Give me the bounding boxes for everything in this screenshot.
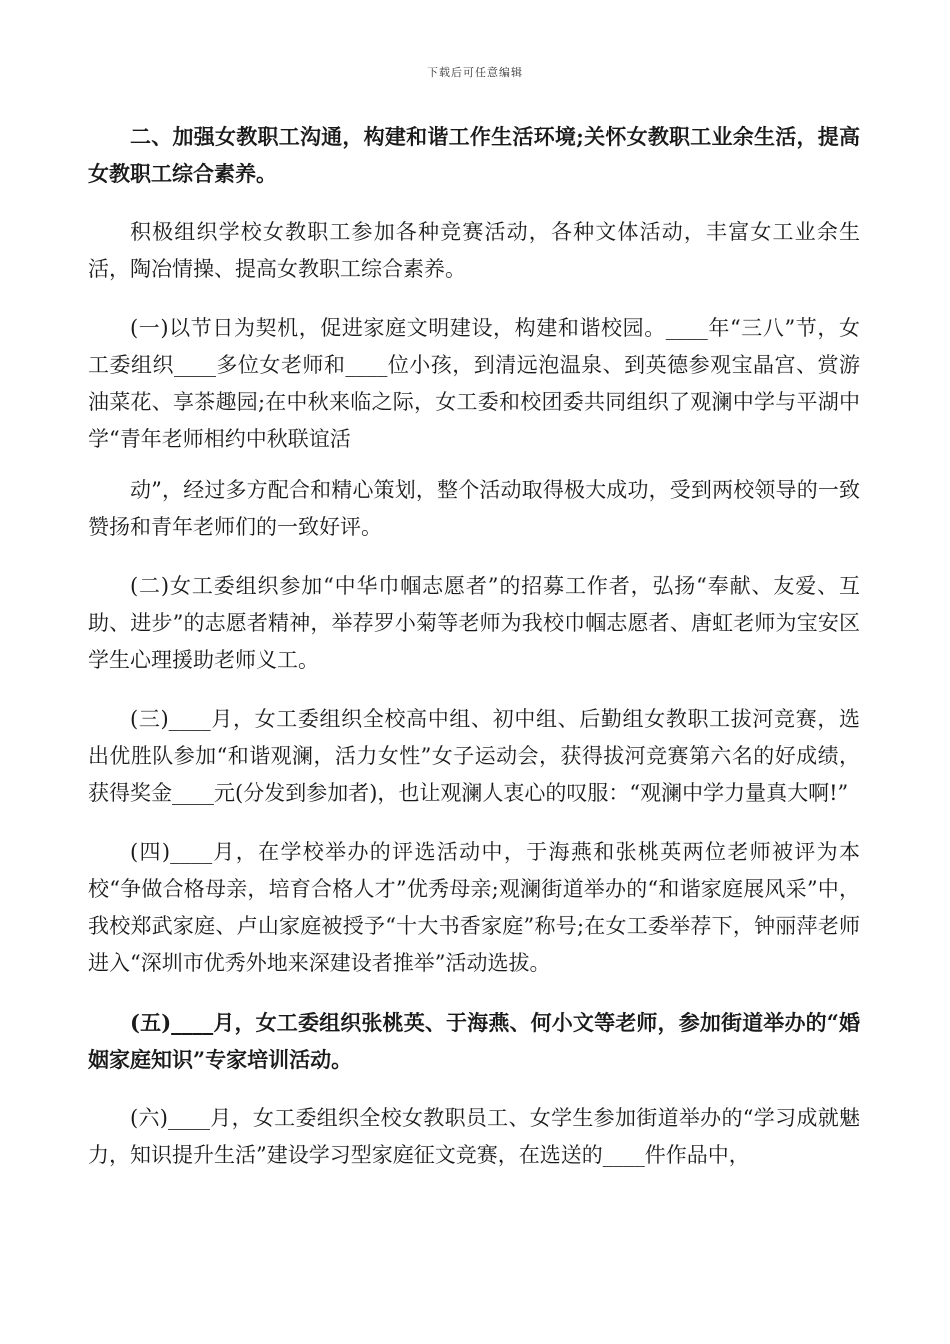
page-header-watermark: 下载后可任意编辑 bbox=[427, 66, 523, 79]
item-3-paragraph: (三)____月，女工委组织全校高中组、初中组、后勤组女教职工拔河竞赛，选出优胜队参加“和谐观澜，活力女性”女子运动会，获得拔河竞赛第六名的好成绩，获得奖金____元(分发到参加者)，也让观澜人衷心的叹服：“观澜中学力量真大啊!” bbox=[88, 707, 860, 805]
item-2-paragraph: (二)女工委组织参加“中华巾帼志愿者”的招募工作者，弘扬“奉献、友爱、互助、进步”的志愿者精神，举荐罗小菊等老师为我校巾帼志愿者、唐虹老师为宝安区学生心理援助老师义工。 bbox=[88, 574, 860, 672]
section-heading: 二、加强女教职工沟通，构建和谐工作生活环境;关怀女教职工业余生活，提高女教职工综合素养。 bbox=[88, 124, 860, 186]
item-1-paragraph: (一)以节日为契机，促进家庭文明建设，构建和谐校园。____年“三八”节，女工委组织____多位女老师和____位小孩，到清远泡温泉、到英德参观宝晶宫、赏游油菜花、享茶趣园;在中秋来临之际，女工委和校团委共同组织了观澜中学与平湖中学“青年老师相约中秋联谊活 bbox=[88, 316, 860, 451]
item-4-paragraph: (四)____月，在学校举办的评选活动中，于海燕和张桃英两位老师被评为本校“争做合格母亲，培育合格人才”优秀母亲;观澜街道举办的“和谐家庭展风采”中，我校郑武家庭、卢山家庭被授予“十大书香家庭”称号;在女工委举荐下，钟丽萍老师进入“深圳市优秀外地来深建设者推举”活动选拔。 bbox=[88, 840, 860, 975]
item-1-continuation: 动”，经过多方配合和精心策划，整个活动取得极大成功，受到两校领导的一致赞扬和青年老师们的一致好评。 bbox=[88, 478, 860, 539]
item-5-paragraph: (五)____月，女工委组织张桃英、于海燕、何小文等老师，参加街道举办的“婚姻家庭知识”专家培训活动。 bbox=[88, 1010, 860, 1072]
item-6-paragraph: (六)____月，女工委组织全校女教职员工、女学生参加街道举办的“学习成就魅力，知识提升生活”建设学习型家庭征文竞赛，在选送的____件作品中， bbox=[88, 1106, 860, 1167]
intro-paragraph: 积极组织学校女教职工参加各种竞赛活动，各种文体活动，丰富女工业余生活，陶冶情操、提高女教职工综合素养。 bbox=[88, 220, 860, 281]
document-body bbox=[88, 118, 860, 1196]
